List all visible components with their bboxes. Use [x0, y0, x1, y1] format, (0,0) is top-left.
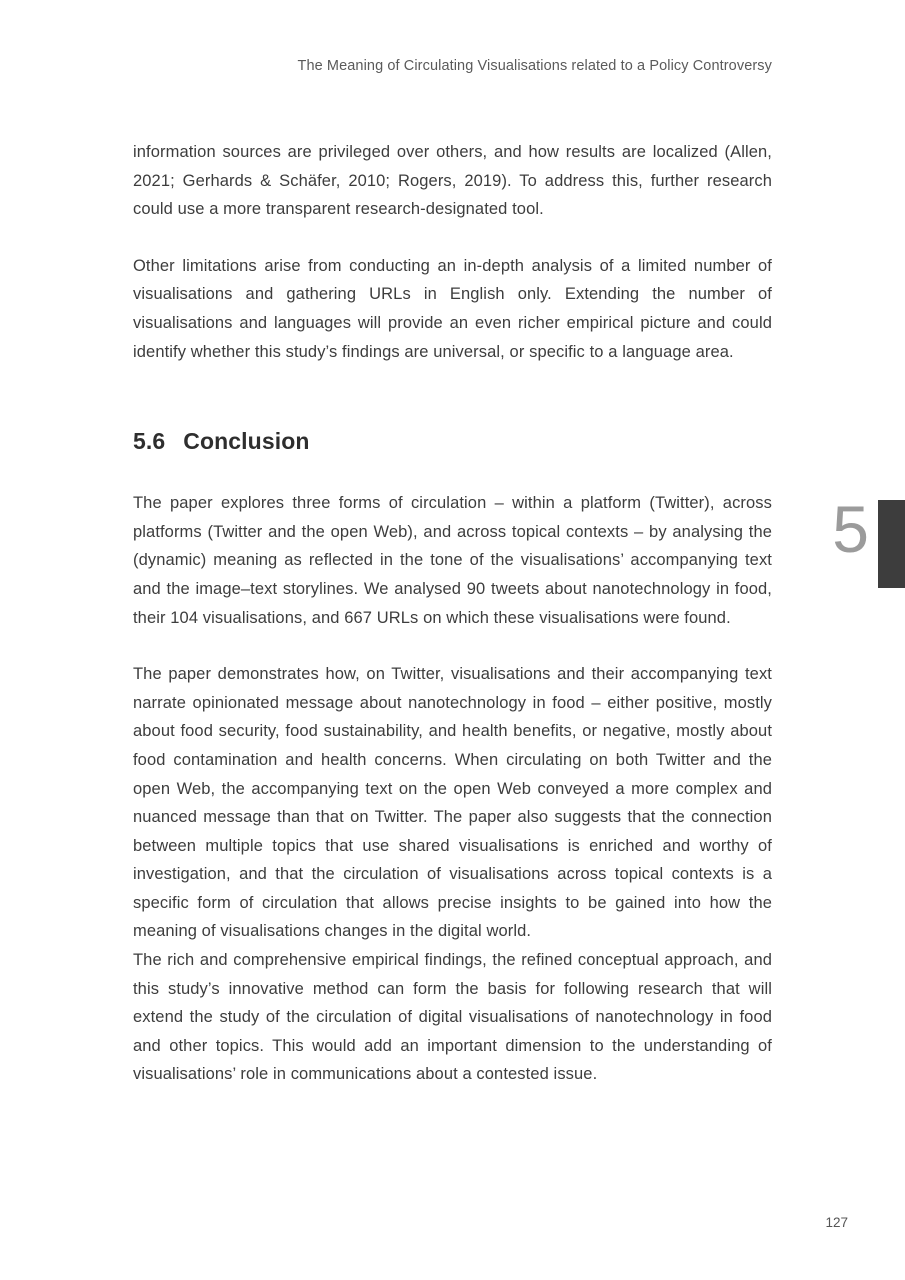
chapter-number: 5	[832, 492, 869, 566]
chapter-tab-marker	[878, 500, 905, 588]
section-heading-number: 5.6	[133, 428, 166, 455]
page-number: 127	[825, 1215, 848, 1230]
section-heading-label: Conclusion	[183, 428, 310, 455]
paragraph-conclusion-2: The paper demonstrates how, on Twitter, visualisations and their accompanying text narrate opinionated message about nanotechnology in food – either positive, mostly about food security, food sustainability, and health benefits, or negative, mostly about food contamination and health concerns. When circulating on both Twitter and the open Web, the accompanying text on the open Web conveyed a more complex and nuanced message than that on Twitter. The paper also suggests that the connection between multiple topics that use shared visualisations is enriched and worthy of investigation, and that the circulation of visualisations across topical contexts is a specific form of circulation that allows precise insights to be gained into how the meaning of visualisations changes in the digital world.	[133, 665, 772, 941]
running-header: The Meaning of Circulating Visualisations related to a Policy Controversy	[297, 58, 772, 74]
section-heading	[133, 428, 772, 455]
text-column	[133, 0, 772, 1117]
paragraph-limitations-2: Other limitations arise from conducting an in-depth analysis of a limited number of visualisations and gathering URLs in English only. Extending the number of visualisations and languages will provide an even richer empirical picture and could identify whether this study’s findings are universal, or specific to a language area.	[133, 256, 772, 361]
paragraph-conclusion-1: The paper explores three forms of circulation – within a platform (Twitter), across platforms (Twitter and the open Web), and across topical contexts – by analysing the (dynamic) meaning as reflected in the tone of the visualisations’ accompanying text and the image–text storylines. We analysed 90 tweets about nanotechnology in food, their 104 visualisations, and 667 URLs on which these visualisations were found.	[133, 494, 772, 627]
paragraph-limitations-1: information sources are privileged over others, and how results are localized (Allen, 2021; Gerhards & Schäfer, 2010; Rogers, 2019). To address this, further research could use a more transparent research-designated tool.	[133, 143, 772, 219]
paragraph-conclusion-3: The rich and comprehensive empirical findings, the refined conceptual approach, and this study’s innovative method can form the basis for following research that will extend the study of the circulation of digital visualisations of nanotechnology in food and other topics. This would add an important dimension to the understanding of visualisations’ role in communications about a contested issue.	[133, 951, 772, 1084]
